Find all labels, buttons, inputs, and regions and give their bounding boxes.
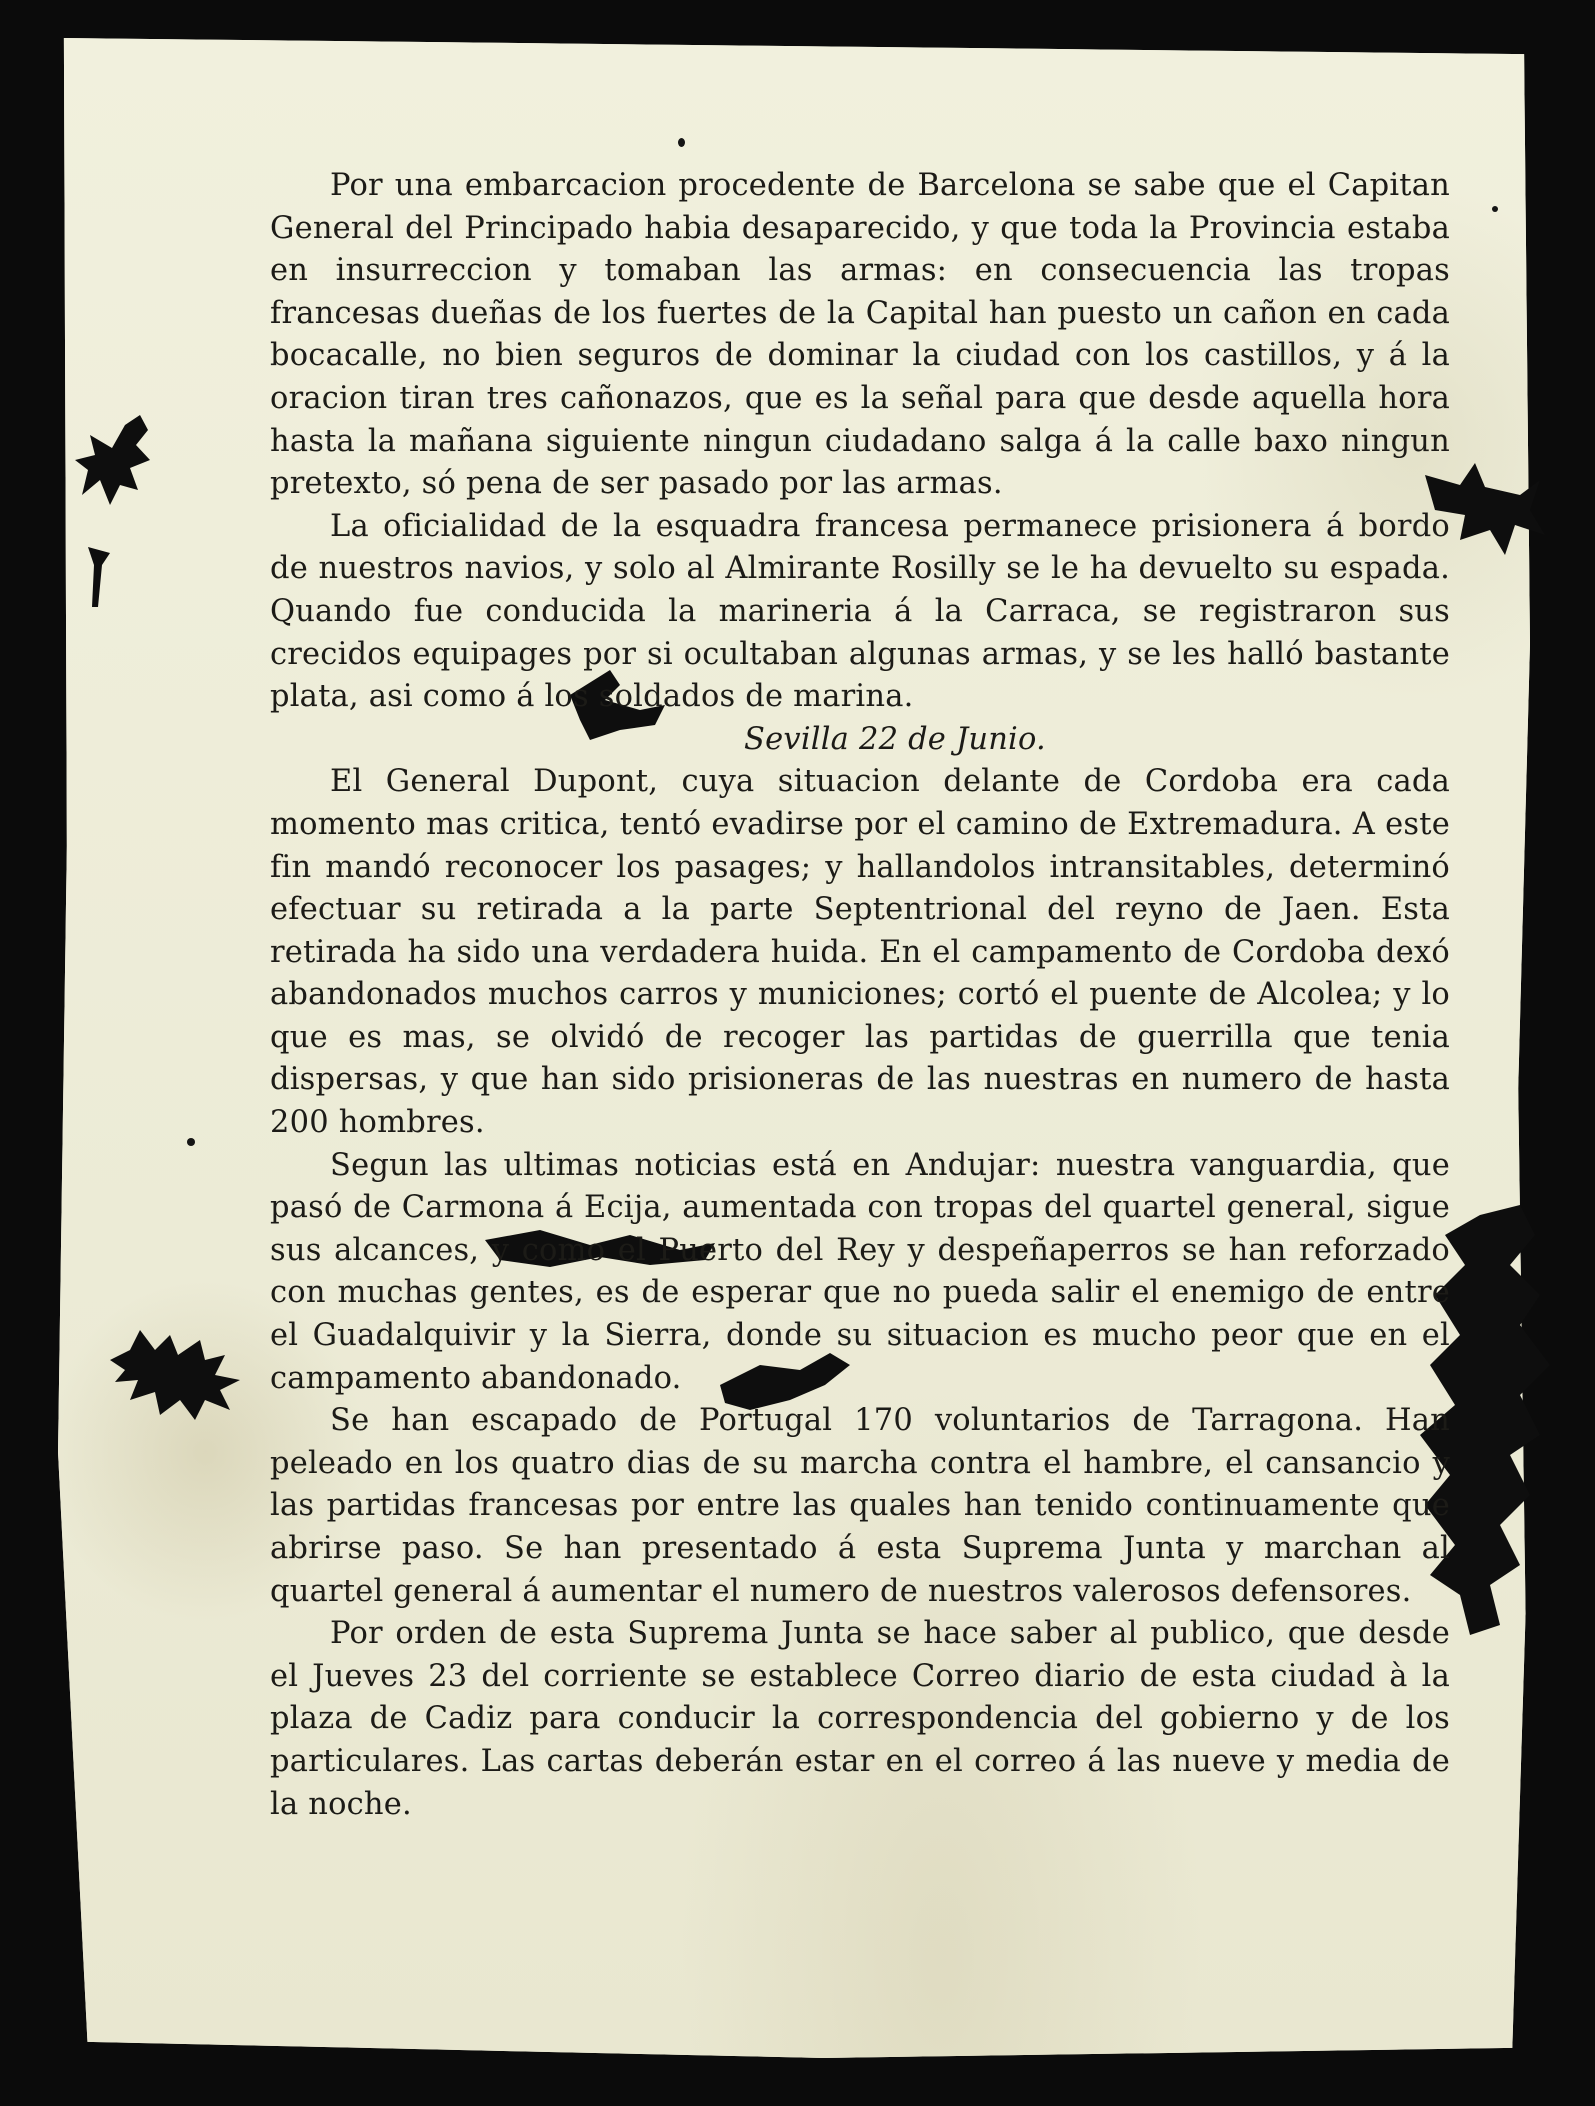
ink-blot-left-upper [70,410,160,530]
ink-speck [1492,206,1498,212]
ink-blot-left-small [80,545,120,615]
ink-speck [678,138,685,147]
paragraph: Por una embarcacion procedente de Barcelona se sabe que el Capitan General del Principado habia desaparecido, y que toda la Provincia estaba en insurreccion y tomaban las armas: en consecuencia las tropas francesas dueñas de los fuertes de la Capital han puesto un cañon en cada bocacalle, no bien seguros de dominar la ciudad con los castillos, y á la oracion tiran tres cañonazos, que es la señal para que desde aquella hora hasta la mañana siguiente ningun ciudadano salga á la calle baxo ningun pretexto, só pena de ser pasado por las armas. [270,168,1450,502]
dateline: Sevilla 22 de Junio. [744,721,1046,757]
paragraph: Segun las ultimas noticias está en Andujar: nuestra vanguardia, que pasó de Carmona á Ecija, aumentada con tropas del quartel general, sigue sus alcances, y como el Puerto del Rey y despeñaperros se han reforzado con muchas gentes, es de esperar que no pueda salir el enemigo de entre el Guadalquivir y la Sierra, donde su situacion es mucho peor que en el campamento abandonado. [270,1147,1450,1396]
ink-speck [187,1138,195,1146]
paragraph: La oficialidad de la esquadra francesa permanece prisionera á bordo de nuestros navios, y solo al Almirante Rosilly se le ha devuelto su espada. Quando fue conducida la marineria á la Carraca, se registraron sus crecidos equipages por si ocultaban algunas armas, y se les halló bastante plata, asi como á los soldados de marina. [270,508,1450,715]
paragraph: El General Dupont, cuya situacion delante de Cordoba era cada momento mas critica, tentó evadirse por el camino de Extremadura. A este fin mandó reconocer los pasages; y hallandolos intransitables, determinó efectuar su retirada a la parte Septentrional del reyno de Jaen. Esta retirada ha sido una verdadera huida. En el campamento de Cordoba dexó abandonados muchos carros y municiones; cortó el puente de Alcolea; y lo que es mas, se olvidó de recoger las partidas de guerrilla que tenia dispersas, y que han sido prisioneras de las nuestras en numero de hasta 200 hombres. [270,764,1450,1141]
paragraph: Se han escapado de Portugal 170 voluntarios de Tarragona. Han peleado en los quatro dias de su marcha contra el hambre, el cansancio y las partidas francesas por entre las quales han tenido continuamente que abrirse paso. Se han presentado á esta Suprema Junta y marchan al quartel general á aumentar el numero de nuestros valerosos defensores. [270,1403,1450,1609]
paragraph: Por orden de esta Suprema Junta se hace saber al publico, que desde el Jueves 23 del corriente se establece Correo diario de esta ciudad à la plaza de Cadiz para conducir la correspondencia del gobierno y de los particulares. Las cartas deberán estar en el correo á las nueve y media de la noche. [270,1616,1450,1822]
ink-blot-left-lower [100,1320,260,1430]
document-text [270,165,1450,1826]
